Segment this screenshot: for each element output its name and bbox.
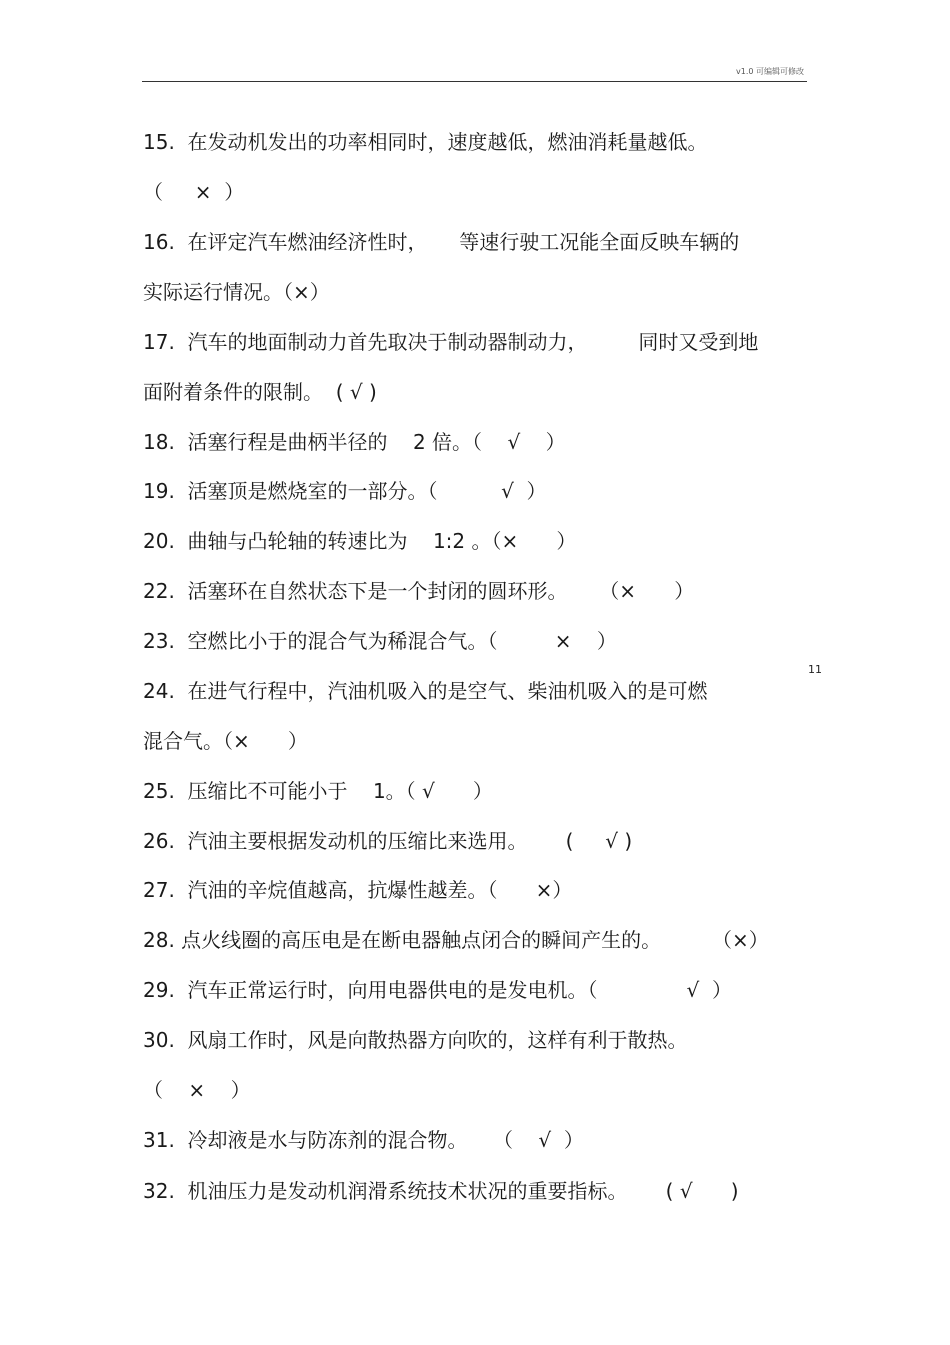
question-line: 18. 活塞行程是曲柄半径的 2 倍。（ √ ）	[143, 430, 566, 454]
question-line-continued: 实际运行情况。（×）	[143, 280, 330, 304]
answer-line: （ × ）	[143, 180, 245, 204]
question-line: 30. 风扇工作时，风是向散热器方向吹的，这样有利于散热。	[143, 1028, 688, 1052]
question-line: 23. 空燃比小于的混合气为稀混合气。（ × ）	[143, 629, 617, 653]
question-line: 19. 活塞顶是燃烧室的一部分。（ √ ）	[143, 479, 547, 503]
question-line: 20. 曲轴与凸轮轴的转速比为 1:2 。（× ）	[143, 529, 577, 553]
question-line-continued: 面附着条件的限制。 ( √ )	[143, 380, 377, 404]
question-line: 25. 压缩比不可能小于 1。（ √ ）	[143, 779, 493, 803]
question-line: 28. 点火线圈的高压电是在断电器触点闭合的瞬间产生的。 （×）	[143, 928, 769, 952]
question-line: 22. 活塞环在自然状态下是一个封闭的圆环形。 （× ）	[143, 579, 695, 603]
question-line: 17. 汽车的地面制动力首先取决于制动器制动力， 同时又受到地	[143, 330, 759, 354]
question-line: 15. 在发动机发出的功率相同时，速度越低，燃油消耗量越低。	[143, 130, 708, 154]
question-line: 24. 在进气行程中，汽油机吸入的是空气、柴油机吸入的是可燃	[143, 679, 708, 703]
question-line-continued: 混合气。（× ）	[143, 729, 308, 753]
page-number: 11	[808, 663, 822, 676]
question-line: 27. 汽油的辛烷值越高，抗爆性越差。（ ×）	[143, 878, 573, 902]
answer-line: （ × ）	[143, 1078, 251, 1102]
question-line: 29. 汽车正常运行时，向用电器供电的是发电机。（ √ ）	[143, 978, 732, 1002]
question-line: 26. 汽油主要根据发动机的压缩比来选用。 ( √ )	[143, 829, 633, 853]
question-line: 16. 在评定汽车燃油经济性时， 等速行驶工况能全面反映车辆的	[143, 230, 740, 254]
header-rule	[142, 81, 807, 82]
question-line: 32. 机油压力是发动机润滑系统技术状况的重要指标。 ( √ )	[143, 1179, 739, 1203]
question-line: 31. 冷却液是水与防冻剂的混合物。 （ √ ）	[143, 1128, 584, 1152]
header-version-text: v1.0 可编辑可修改	[736, 67, 804, 76]
